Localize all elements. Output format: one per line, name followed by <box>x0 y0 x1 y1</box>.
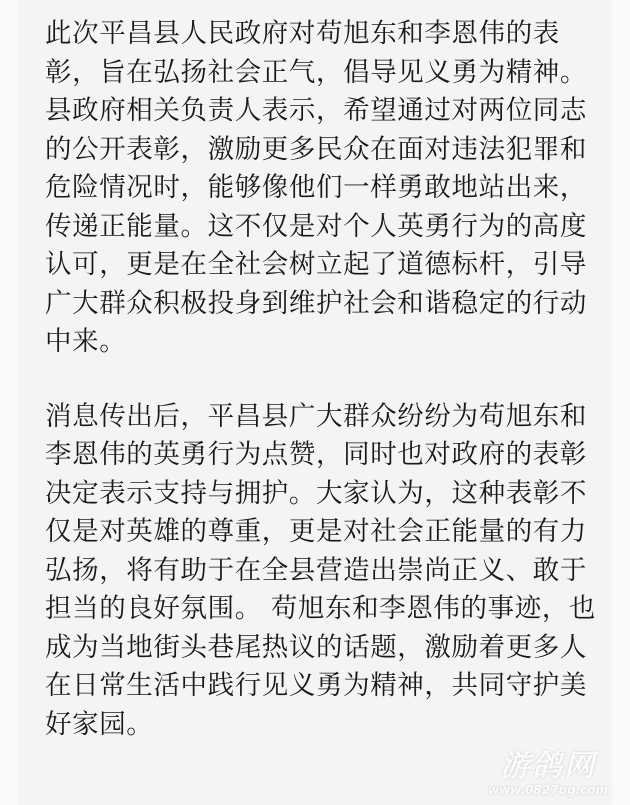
text-line: 担当的良好氛围。 苟旭东和李恩伟的事迹，也 <box>45 593 597 624</box>
left-gutter <box>0 0 18 805</box>
right-gutter <box>612 0 630 805</box>
text-line: 在日常生活中践行见义勇为精神，共同守护美 <box>45 670 587 701</box>
text-line: 认可，更是在全社会树立起了道德标杆，引导 <box>45 249 587 280</box>
text-line: 县政府相关负责人表示，希望通过对两位同志 <box>45 95 587 126</box>
text-line: 此次平昌县人民政府对苟旭东和李恩伟的表 <box>45 18 560 49</box>
text-line: 危险情况时，能够像他们一样勇敢地站出来， <box>45 172 587 203</box>
text-line: 弘扬，将有助于在全县营造出崇尚正义、敢于 <box>45 554 587 586</box>
text-line: 成为当地街头巷尾热议的话题，激励着更多人 <box>45 631 587 663</box>
watermark-url-text: www.0827ug.com <box>488 783 608 797</box>
text-line: 中来。 <box>45 326 127 357</box>
text-line: 广大群众积极投身到维护社会和谐稳定的行动 <box>45 287 587 319</box>
site-watermark <box>488 751 608 797</box>
text-line: 的公开表彰，激励更多民众在面对违法犯罪和 <box>45 133 587 165</box>
text-line: 传递正能量。这不仅是对个人英勇行为的高度 <box>45 210 587 242</box>
paragraph <box>45 398 612 745</box>
watermark-logo-text: 游鸽网 <box>500 749 596 784</box>
paragraph <box>45 15 612 362</box>
text-line: 好家园。 <box>45 708 154 740</box>
text-line: 决定表示支持与拥护。大家认为，这种表彰不 <box>45 477 587 509</box>
article-body <box>18 0 612 805</box>
text-line: 消息传出后，平昌县广大群众纷纷为苟旭东和 <box>45 400 587 432</box>
text-line: 仅是对英雄的尊重，更是对社会正能量的有力 <box>45 516 587 547</box>
text-line: 彰，旨在弘扬社会正气，倡导见义勇为精神。 <box>45 56 587 88</box>
text-line: 李恩伟的英勇行为点赞，同时也对政府的表彰 <box>45 439 587 470</box>
